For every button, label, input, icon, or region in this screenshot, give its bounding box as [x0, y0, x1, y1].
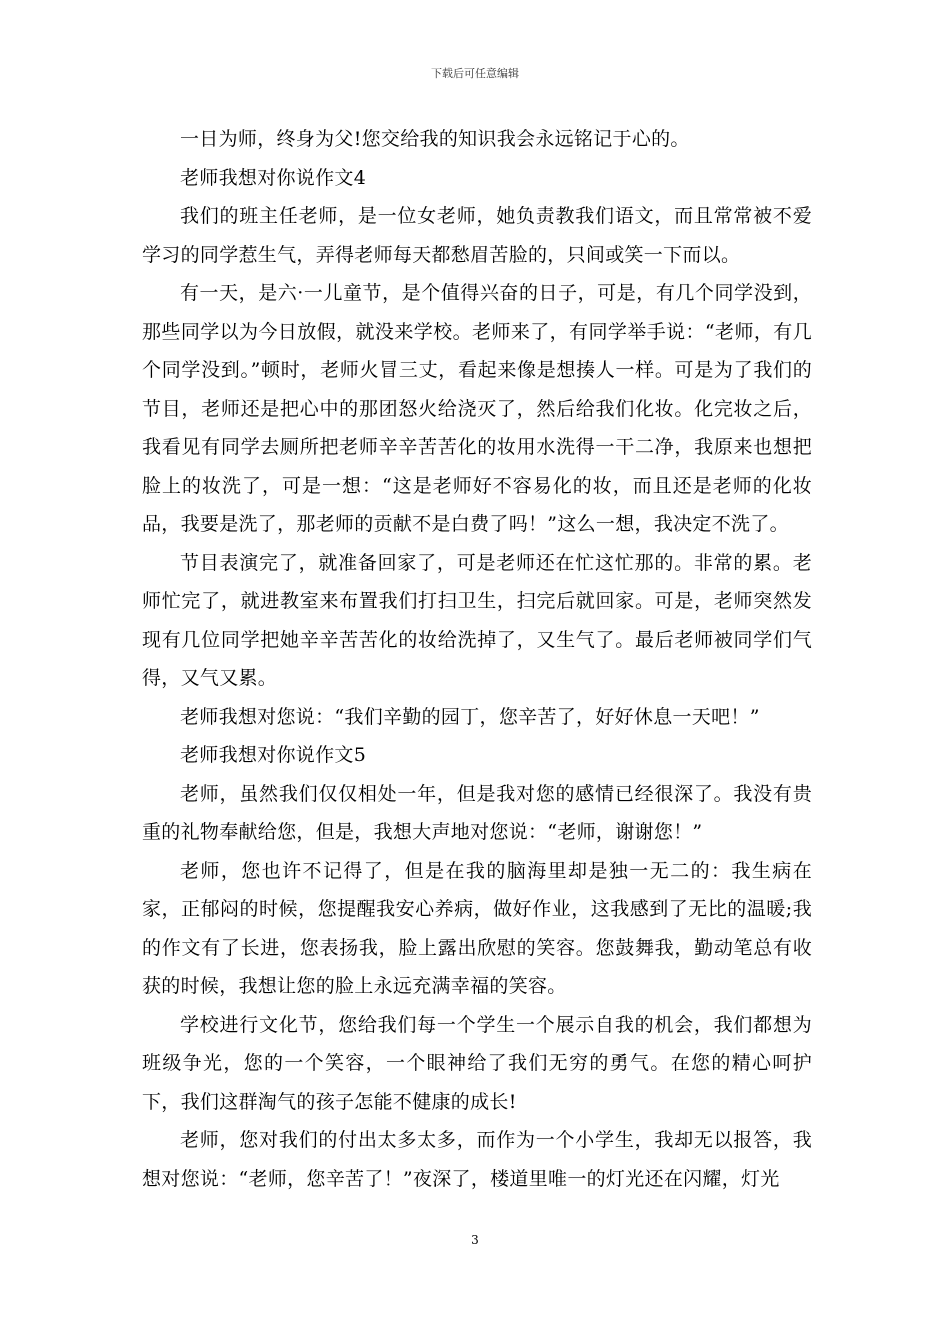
- paragraph-4: 节目表演完了，就准备回家了，可是老师还在忙这忙那的。非常的累。老师忙完了，就进教室来布置我们打扫卫生，扫完后就回家。可是，老师突然发现有几位同学把她辛辛苦苦化的妆给洗掉了，又生气了。最后老师被同学们气得，又气又累。: [142, 551, 812, 689]
- section-title-4: 老师我想对你说作文4: [180, 166, 367, 189]
- paragraph-3: 有一天，是六·一儿童节，是个值得兴奋的日子，可是，有几个同学没到，那些同学以为今日放假，就没来学校。老师来了，有同学举手说：“老师，有几个同学没到。”顿时，老师火冒三丈，看起来像是想揍人一样。可是为了我们的节目，老师还是把心中的那团怒火给浇灭了，然后给我们化妆。化完妆之后，我看见有同学去厕所把老师辛辛苦苦化的妆用水洗得一干二净，我原来也想把脸上的妆洗了，可是一想：“这是老师好不容易化的妆，而且还是老师的化妆品，我要是洗了，那老师的贡献不是白费了吗！”这么一想，我决定不洗了。: [142, 282, 812, 535]
- section-title-5: 老师我想对你说作文5: [180, 744, 367, 766]
- paragraph-1: 一日为师，终身为父!您交给我的知识我会永远铭记于心的。: [180, 128, 690, 150]
- paragraph-7: 老师，您也许不记得了，但是在我的脑海里却是独一无二的：我生病在家，正郁闷的时候，您提醒我安心养病，做好作业，这我感到了无比的温暖;我的作文有了长进，您表扬我，脸上露出欣慰的笑容。您鼓舞我，勤动笔总有收获的时候，我想让您的脸上永远充满幸福的笑容。: [142, 859, 812, 997]
- paragraph-5: 老师我想对您说：“我们辛勤的园丁，您辛苦了，好好休息一天吧！”: [180, 705, 760, 728]
- paragraph-2: 我们的班主任老师，是一位女老师，她负责教我们语文，而且常常被不爱学习的同学惹生气，弄得老师每天都愁眉苦脸的，只间或笑一下而以。: [142, 205, 812, 266]
- paragraph-8: 学校进行文化节，您给我们每一个学生一个展示自我的机会，我们都想为班级争光，您的一个笑容，一个眼神给了我们无穷的勇气。在您的精心呵护下，我们这群淘气的孩子怎能不健康的成长!: [142, 1013, 812, 1113]
- paragraph-6: 老师，虽然我们仅仅相处一年，但是我对您的感情已经很深了。我没有贵重的礼物奉献给您，但是，我想大声地对您说：“老师，谢谢您！”: [142, 782, 812, 843]
- page-header-note: 下载后可任意编辑: [431, 67, 519, 80]
- page-number: 3: [471, 1233, 479, 1247]
- document-body: [142, 120, 812, 1198]
- paragraph-9: 老师，您对我们的付出太多太多，而作为一个小学生，我却无以报答，我想对您说：“老师，您辛苦了！”夜深了，楼道里唯一的灯光还在闪耀，灯光: [142, 1129, 812, 1190]
